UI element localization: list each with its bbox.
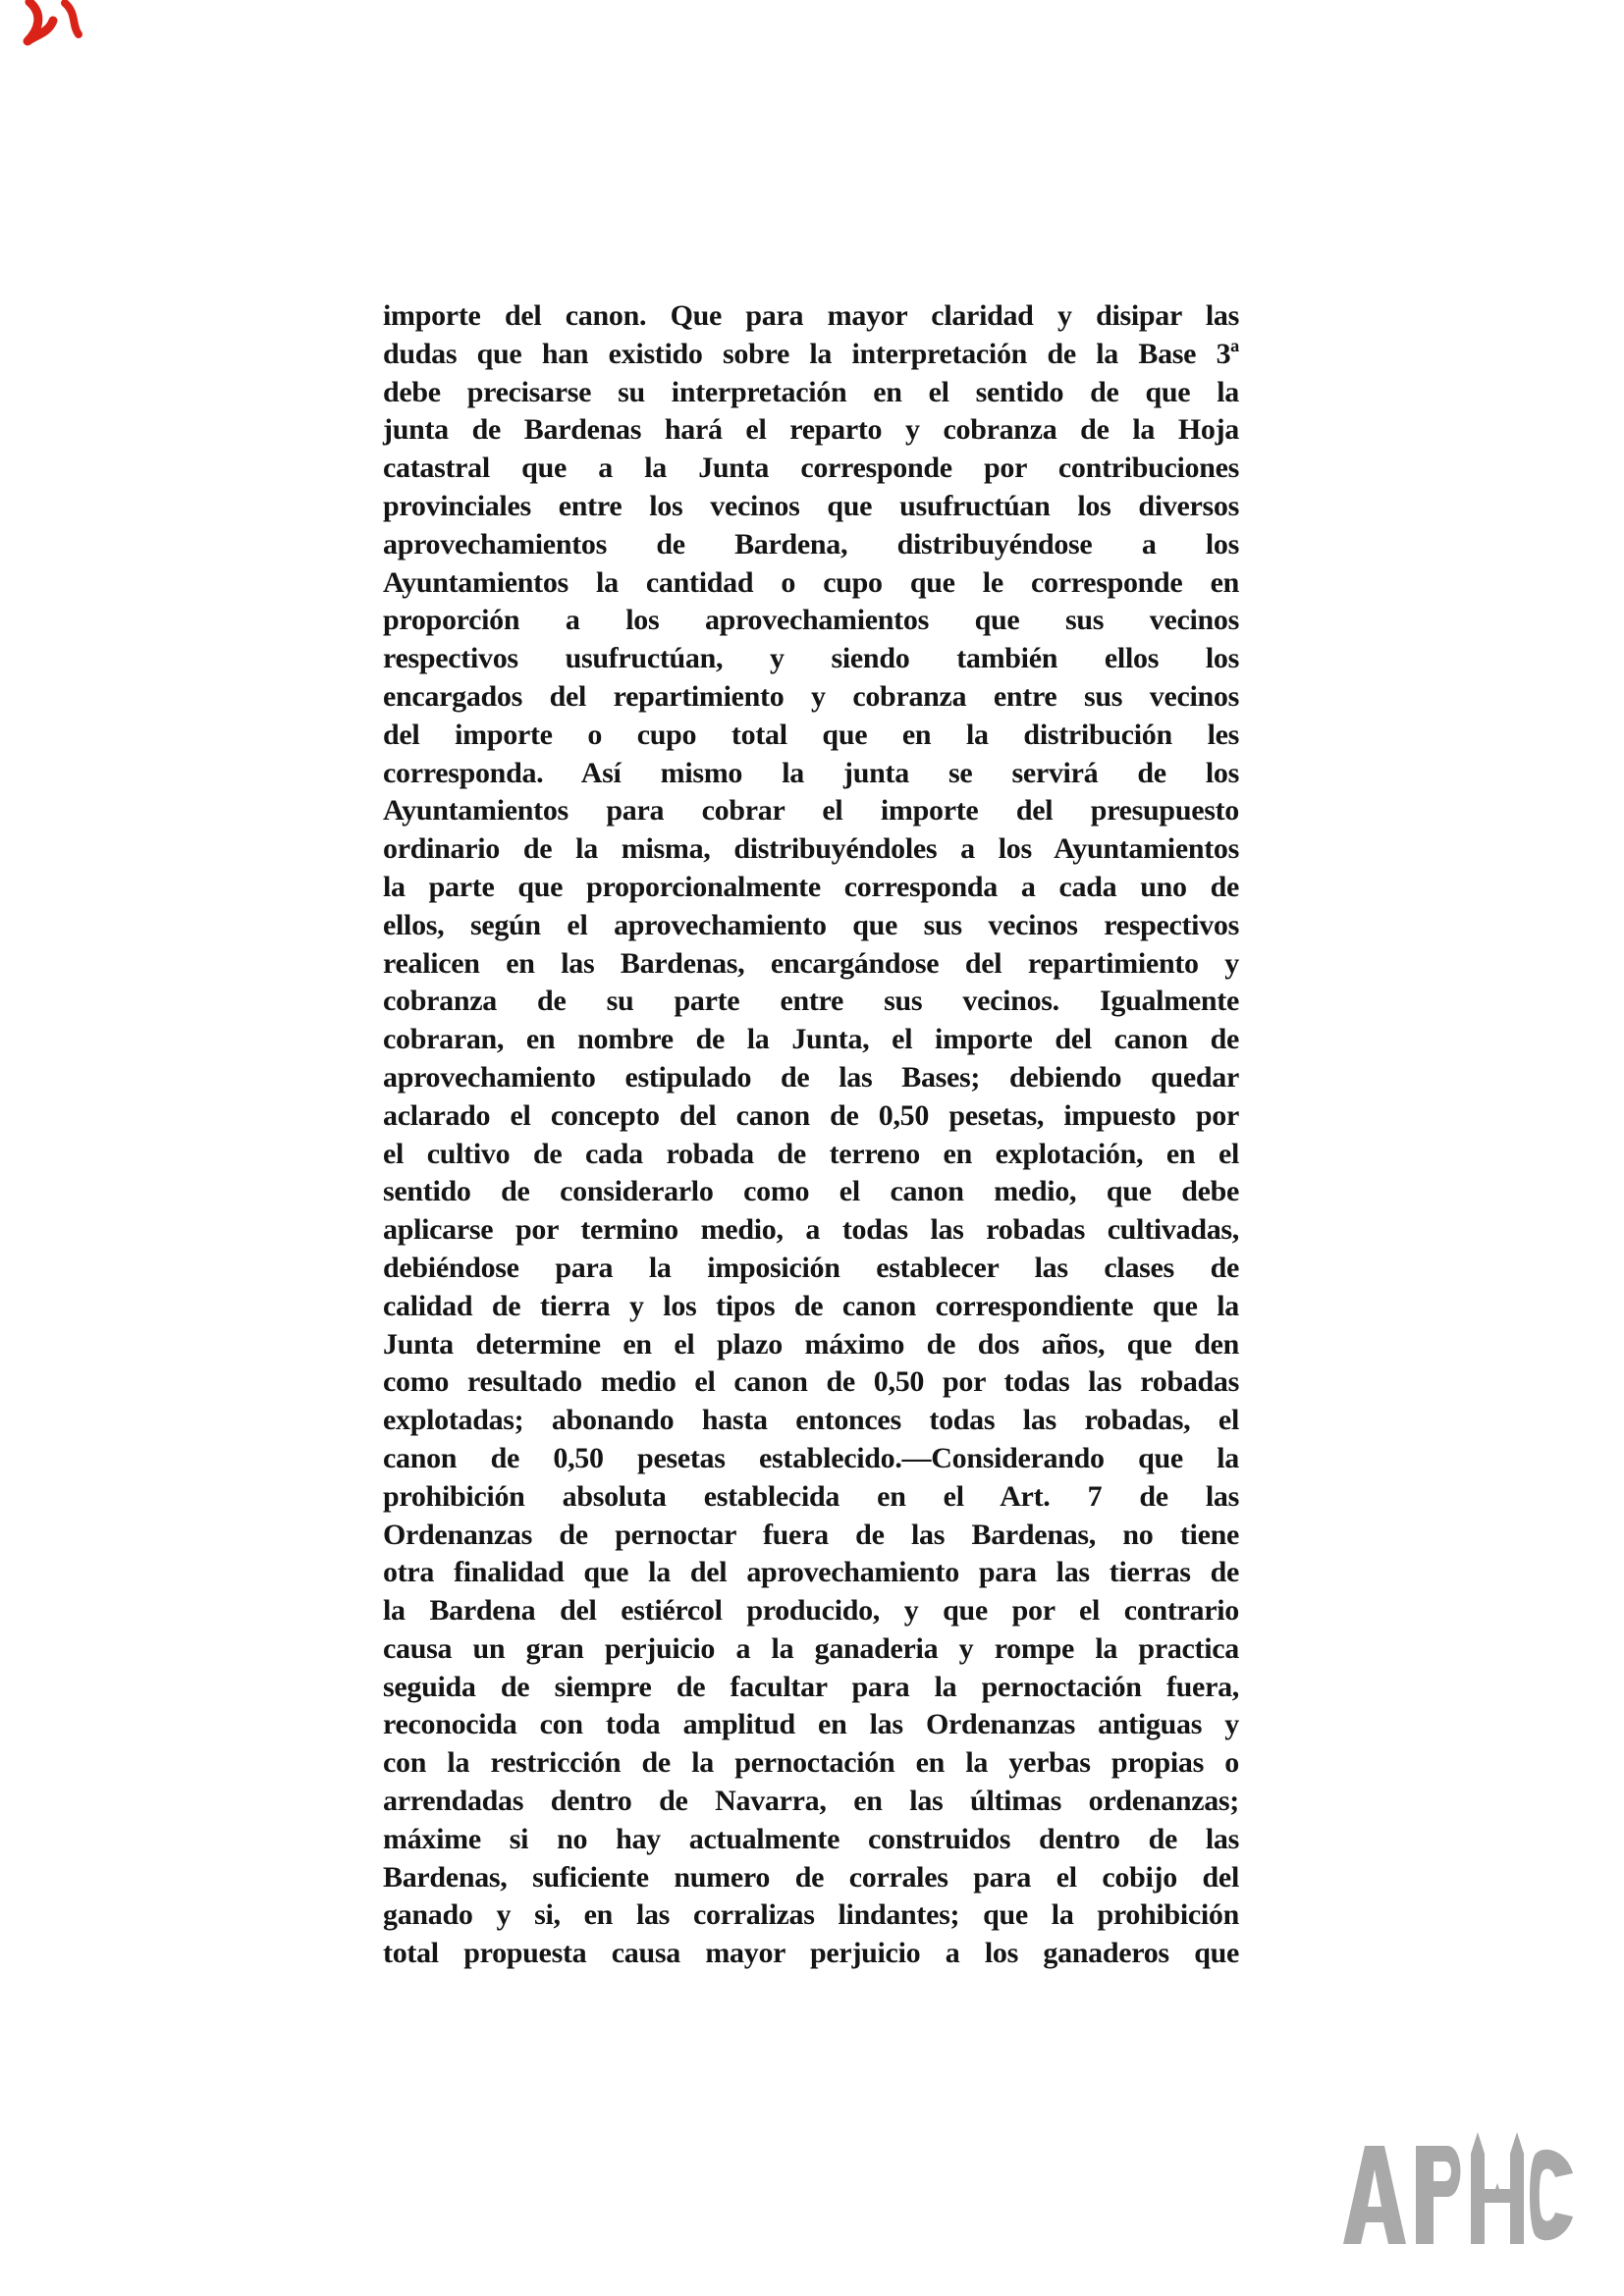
text-line: aprovechamiento estipulado de las Bases; debiendo quedar bbox=[383, 1060, 1239, 1094]
text-line: Ordenanzas de pernoctar fuera de las Bardenas, no tiene bbox=[383, 1518, 1239, 1551]
text-line: cobraran, en nombre de la Junta, el importe del canon de bbox=[383, 1023, 1239, 1056]
text-line: explotadas; abonando hasta entonces todas las robadas, el bbox=[383, 1404, 1239, 1437]
text-line: aclarado el concepto del canon de 0,50 pesetas, impuesto por bbox=[383, 1098, 1239, 1132]
text-line: la parte que proporcionalmente corresponda a cada uno de bbox=[383, 870, 1239, 903]
text-line: la Bardena del estiércol producido, y que por el contrario bbox=[383, 1594, 1239, 1628]
red-pen-stroke bbox=[65, 3, 79, 34]
text-line: debiéndose para la imposición establecer las clases de bbox=[383, 1251, 1239, 1284]
text-line: prohibición absoluta establecida en el Art. 7 de las bbox=[383, 1479, 1239, 1513]
aphc-watermark bbox=[1343, 2132, 1575, 2244]
text-line: importe del canon. Que para mayor claridad y disipar las bbox=[383, 299, 1239, 332]
text-line: sentido de considerarlo como el canon medio, que debe bbox=[383, 1175, 1239, 1208]
text-line: Ayuntamientos para cobrar el importe del presupuesto bbox=[383, 794, 1239, 828]
text-line: causa un gran perjuicio a la ganaderia y rompe la practica bbox=[383, 1631, 1239, 1665]
text-line: proporción a los aprovechamientos que sus vecinos bbox=[383, 604, 1239, 637]
text-line: respectivos usufructúan, y siendo también ellos los bbox=[383, 642, 1239, 675]
text-line: realicen en las Bardenas, encargándose del repartimiento y bbox=[383, 946, 1239, 980]
text-line: calidad de tierra y los tipos de canon correspondiente que la bbox=[383, 1289, 1239, 1322]
text-line: aplicarse por termino medio, a todas las robadas cultivadas, bbox=[383, 1213, 1239, 1247]
text-line: reconocida con toda amplitud en las Ordenanzas antiguas y bbox=[383, 1708, 1239, 1741]
text-line: junta de Bardenas hará el reparto y cobranza de la Hoja bbox=[383, 413, 1239, 447]
red-pen-mark-icon bbox=[18, 0, 116, 61]
text-line: debe precisarse su interpretación en el sentido de que la bbox=[383, 375, 1239, 408]
text-line: total propuesta causa mayor perjuicio a los ganaderos que bbox=[383, 1937, 1239, 1970]
document-text bbox=[383, 297, 1239, 1973]
text-line: provinciales entre los vecinos que usufructúan los diversos bbox=[383, 489, 1239, 522]
text-line: ellos, según el aprovechamiento que sus vecinos respectivos bbox=[383, 908, 1239, 941]
text-line: Ayuntamientos la cantidad o cupo que le corresponde en bbox=[383, 565, 1239, 599]
aphc-logo-icon bbox=[1343, 2132, 1575, 2244]
text-line: Junta determine en el plazo máximo de dos años, que den bbox=[383, 1327, 1239, 1361]
text-line: dudas que han existido sobre la interpretación de la Base 3ª bbox=[383, 337, 1239, 370]
text-line: cobranza de su parte entre sus vecinos. Igualmente bbox=[383, 985, 1239, 1018]
text-line: catastral que a la Junta corresponde por contribuciones bbox=[383, 452, 1239, 485]
text-line: arrendadas dentro de Navarra, en las últimas ordenanzas; bbox=[383, 1785, 1239, 1818]
text-line: canon de 0,50 pesetas establecido.—Considerando que la bbox=[383, 1441, 1239, 1474]
text-line: seguida de siempre de facultar para la pernoctación fuera, bbox=[383, 1670, 1239, 1703]
text-line: el cultivo de cada robada de terreno en explotación, en el bbox=[383, 1137, 1239, 1170]
text-line: del importe o cupo total que en la distribución les bbox=[383, 718, 1239, 751]
text-line: con la restricción de la pernoctación en la yerbas propias o bbox=[383, 1746, 1239, 1780]
text-line: ordinario de la misma, distribuyéndoles a los Ayuntamientos bbox=[383, 832, 1239, 866]
text-line: encargados del repartimiento y cobranza entre sus vecinos bbox=[383, 679, 1239, 713]
text-line: corresponda. Así mismo la junta se servirá de los bbox=[383, 756, 1239, 789]
red-pen-stroke bbox=[27, 2, 53, 41]
text-line: aprovechamientos de Bardena, distribuyéndose a los bbox=[383, 527, 1239, 561]
text-line: máxime si no hay actualmente construidos dentro de las bbox=[383, 1822, 1239, 1855]
text-line: otra finalidad que la del aprovechamiento para las tierras de bbox=[383, 1556, 1239, 1589]
text-line: como resultado medio el canon de 0,50 por todas las robadas bbox=[383, 1365, 1239, 1399]
text-line: ganado y si, en las corralizas lindantes; que la prohibición bbox=[383, 1898, 1239, 1932]
text-line: Bardenas, suficiente numero de corrales para el cobijo del bbox=[383, 1860, 1239, 1894]
